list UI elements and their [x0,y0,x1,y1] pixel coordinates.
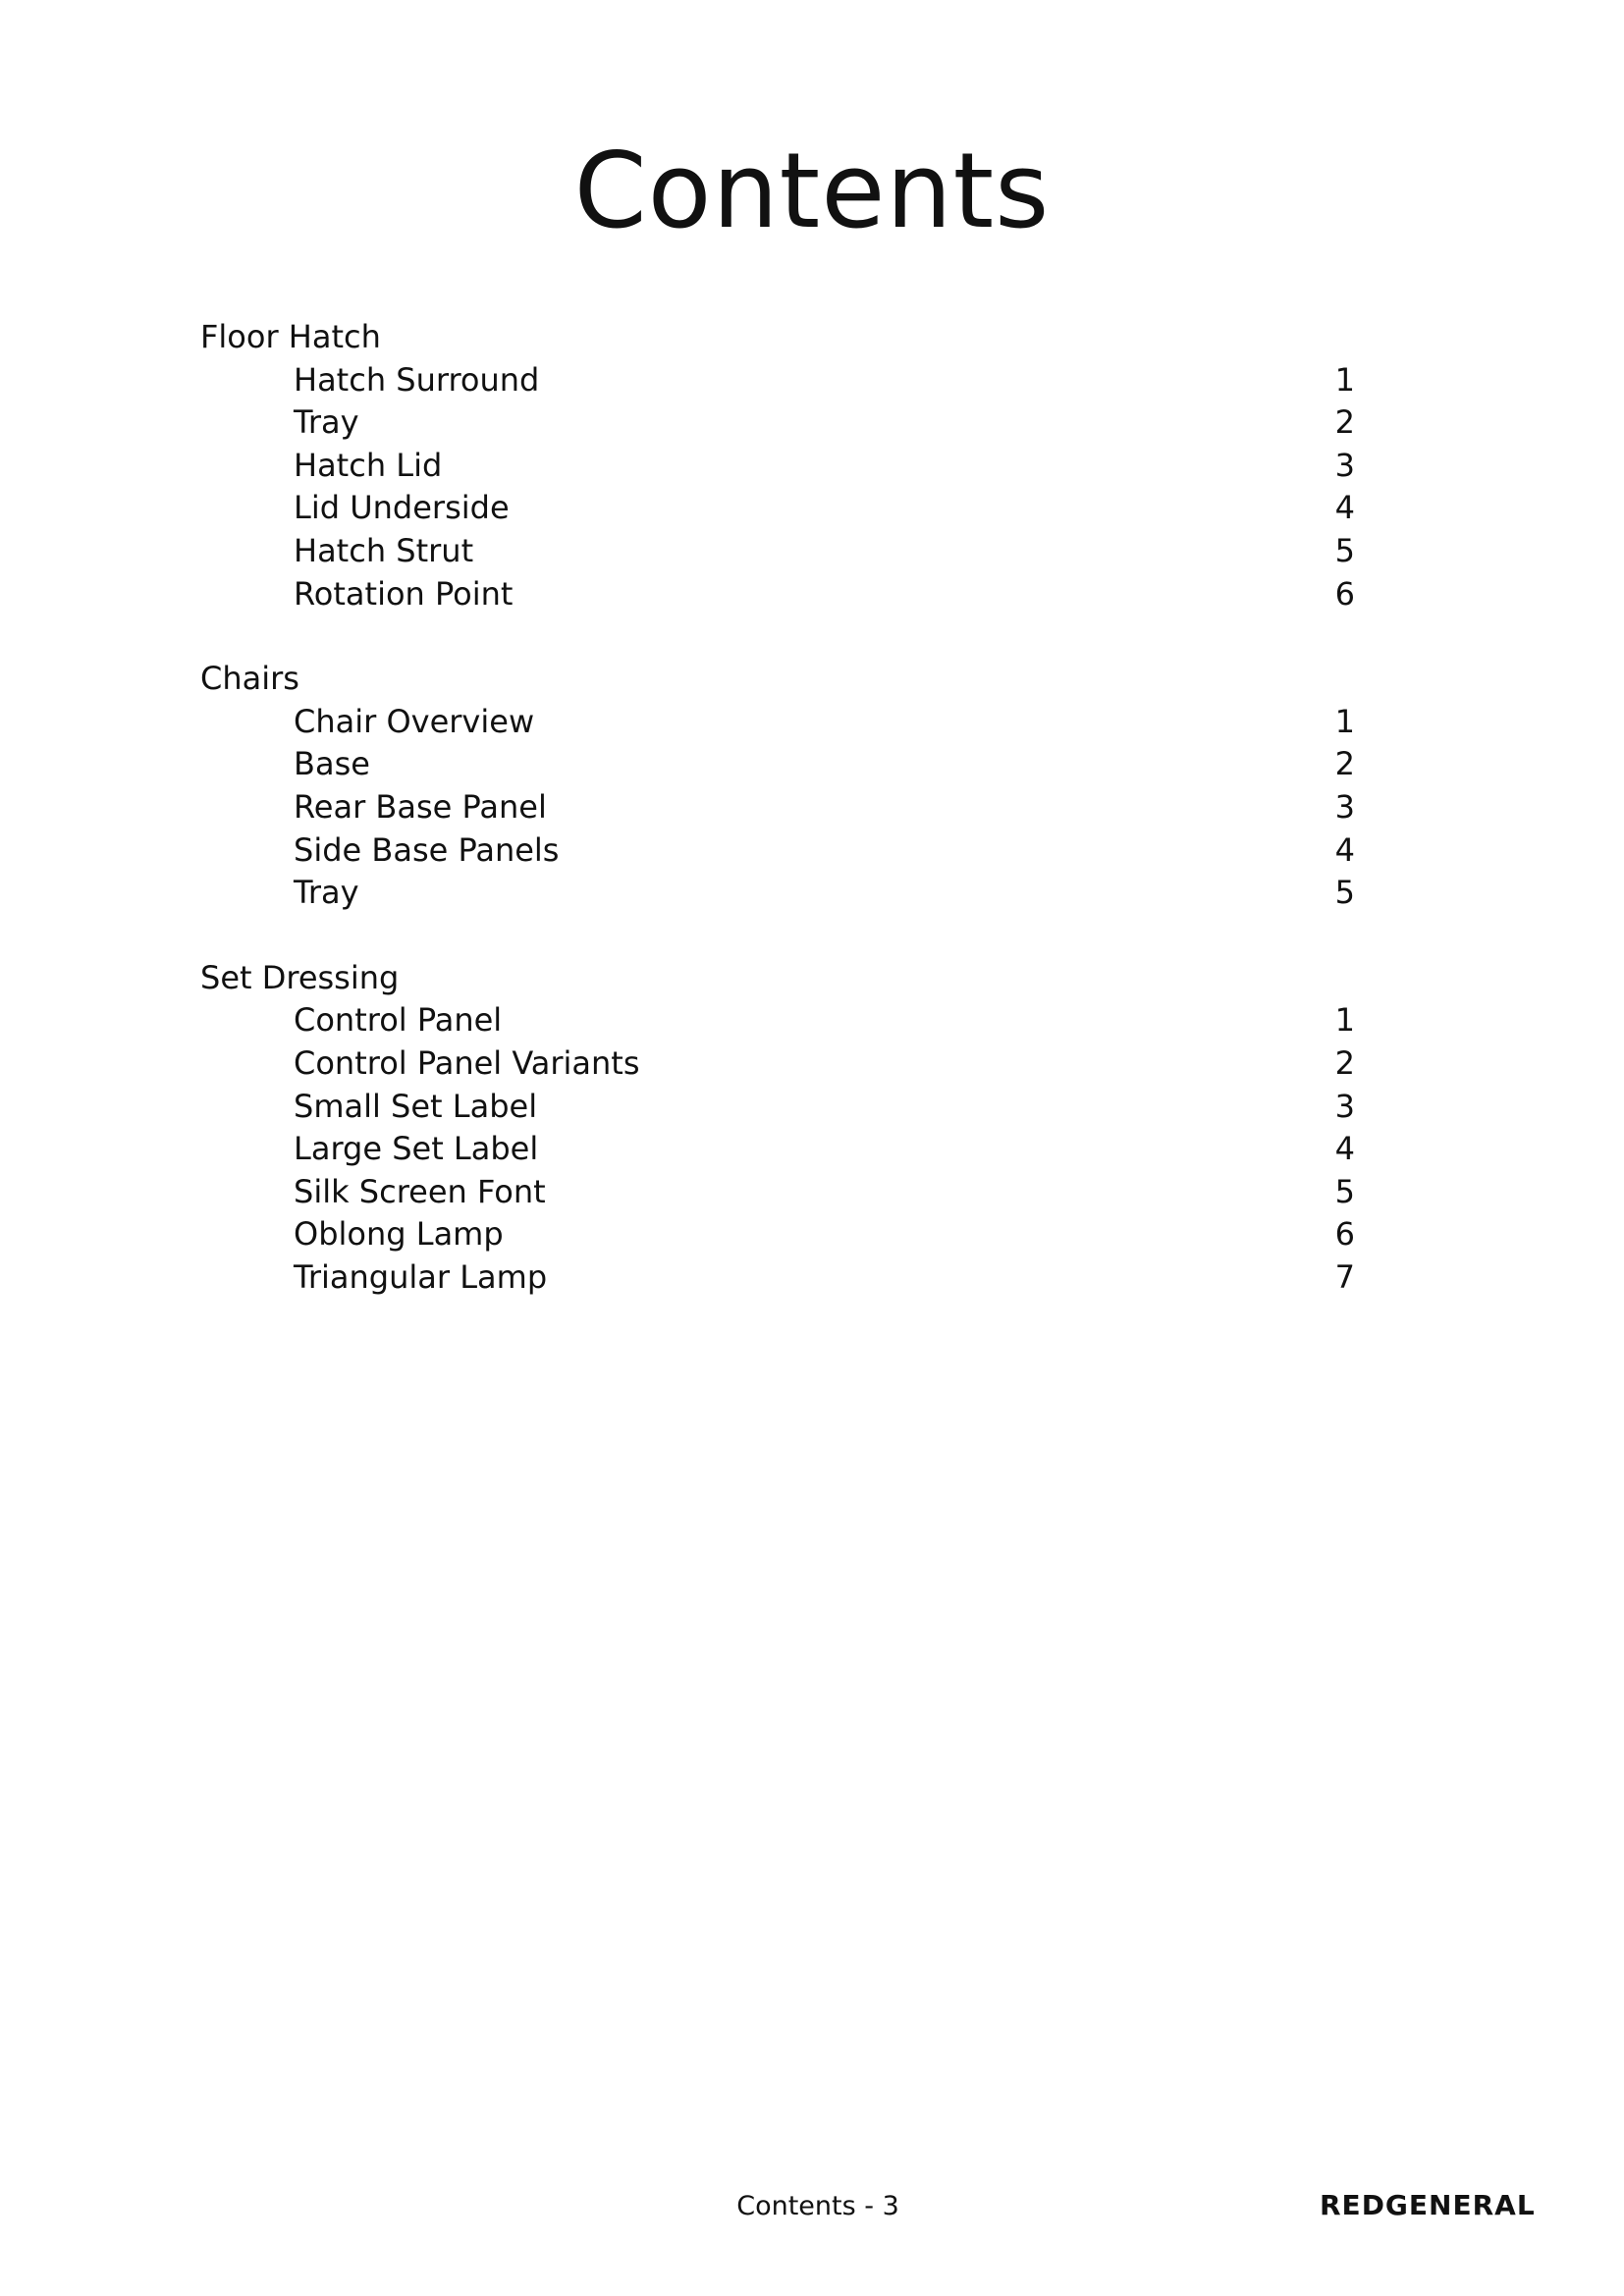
toc-entry[interactable] [200,530,1359,573]
toc-entry-page-number: 4 [1334,830,1355,869]
toc-entry[interactable] [200,701,1359,744]
toc-entry-label: Tray [294,403,359,442]
toc-entry-page-number: 3 [1334,1087,1355,1125]
toc-entry[interactable] [200,573,1359,616]
toc-entry-page-number: 5 [1334,874,1355,912]
toc-entry[interactable] [200,1128,1359,1171]
toc-entry-label: Rear Base Panel [294,787,547,826]
toc-entry-page-number: 6 [1334,574,1355,613]
toc-section-heading: Floor Hatch [200,318,381,355]
toc-entry-label: Chair Overview [294,702,535,740]
toc-entry-page-number: 4 [1334,489,1355,527]
toc-section [200,316,1359,615]
toc-entry-page-number: 3 [1334,446,1355,484]
toc-entry[interactable] [200,445,1359,488]
table-of-contents [200,316,1359,1341]
toc-entry-label: Control Panel [294,1001,503,1040]
toc-entry-page-number: 2 [1334,745,1355,783]
toc-entry-label: Base [294,745,370,783]
toc-entry[interactable] [200,786,1359,829]
footer-page-label: Contents - 3 [736,2191,899,2221]
toc-entry[interactable] [200,1256,1359,1300]
toc-entry-page-number: 5 [1334,531,1355,569]
toc-entry[interactable] [200,1213,1359,1256]
toc-entry[interactable] [200,1086,1359,1129]
toc-entry-label: Hatch Strut [294,531,474,569]
toc-entry-page-number: 2 [1334,1043,1355,1082]
toc-entry-page-number: 1 [1334,1001,1355,1040]
toc-entry-page-number: 1 [1334,702,1355,740]
toc-entry-page-number: 5 [1334,1172,1355,1210]
toc-entry-label: Oblong Lamp [294,1215,504,1254]
toc-entry-page-number: 1 [1334,360,1355,399]
toc-section [200,957,1359,1300]
toc-entry-page-number: 6 [1334,1215,1355,1254]
toc-entry-page-number: 2 [1334,403,1355,442]
toc-entry-label: Side Base Panels [294,830,560,869]
toc-entry[interactable] [200,1042,1359,1086]
toc-entry-page-number: 4 [1334,1130,1355,1168]
page-title: Contents [573,131,1051,252]
toc-section-heading: Set Dressing [200,958,400,996]
toc-entry-label: Large Set Label [294,1130,539,1168]
toc-entry[interactable] [200,1171,1359,1214]
toc-entry-label: Small Set Label [294,1087,538,1125]
toc-entry[interactable] [200,359,1359,402]
toc-entry[interactable] [200,829,1359,873]
toc-entry-label: Silk Screen Font [294,1172,546,1210]
toc-entry-label: Lid Underside [294,489,510,527]
toc-entry[interactable] [200,999,1359,1042]
toc-entry-label: Tray [294,874,359,912]
toc-entry-label: Hatch Surround [294,360,540,399]
toc-entry-page-number: 7 [1334,1257,1355,1296]
toc-section [200,658,1359,915]
toc-entry-label: Hatch Lid [294,446,443,484]
toc-entry[interactable] [200,872,1359,915]
toc-section-heading: Chairs [200,660,299,698]
toc-entry-page-number: 3 [1334,787,1355,826]
toc-entry-label: Control Panel Variants [294,1043,640,1082]
footer-brand-logo: REDGENERAL [1320,2189,1536,2221]
toc-entry[interactable] [200,743,1359,786]
toc-entry[interactable] [200,487,1359,530]
toc-entry-label: Triangular Lamp [294,1257,548,1296]
toc-entry-label: Rotation Point [294,574,514,613]
toc-entry[interactable] [200,401,1359,445]
